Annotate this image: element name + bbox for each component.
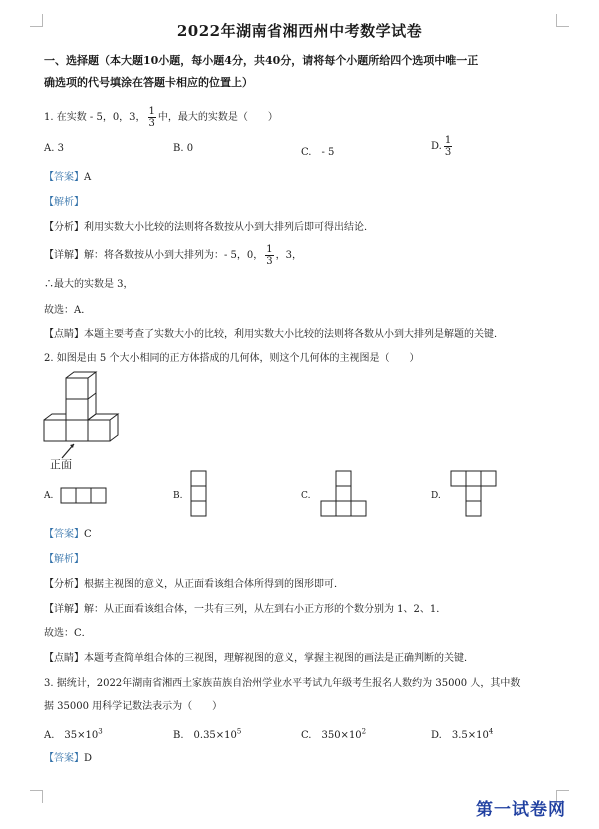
q2-fenxi [44, 578, 344, 592]
dianjing-tag: 【点睛】 [44, 653, 84, 664]
fenxi-tag: 【分析】 [44, 579, 84, 590]
q1-choose: 故选：A． [44, 305, 92, 316]
q3-answer [44, 752, 92, 766]
section-heading-line2: 确选项的代号填涂在答题卡相应的位置上） [44, 76, 253, 89]
answer-tag: 【答案】 [44, 529, 84, 540]
q1-option-d [431, 135, 454, 158]
xiangjie-tag: 【详解】 [44, 604, 84, 615]
q1-option-a: A. 3 [44, 143, 64, 154]
q1-option-d-label: D. [431, 141, 442, 152]
q3-stem-line2: 据 35000 用科学记数法表示为（ ） [44, 701, 223, 712]
q1-dianjing-text: 本题主要考查了实数大小的比较，利用实数大小比较的法则将各数从小到大排列是解题的关键． [84, 329, 504, 340]
q1-option-c: C. - 5 [301, 147, 335, 158]
q3-option-c [301, 726, 366, 741]
q1-answer [44, 171, 91, 185]
q1-stem-prefix: 1. 在实数 - 5，0，3， [44, 112, 146, 123]
q1-xiangjie-fraction [265, 244, 273, 267]
q1-xiangjie-suffix: ，3， [275, 250, 303, 261]
q2-xiangjie-text: 解：从正面看该组合体，一共有三列，从左到右小正方形的个数分别为 1、2、1． [84, 604, 447, 615]
site-watermark: 第一试卷网 [476, 800, 566, 820]
q3-option-d-exponent: 4 [488, 727, 494, 736]
q3-option-d [431, 726, 493, 741]
q1-dianjing [44, 328, 504, 342]
answer-tag: 【答案】 [44, 753, 84, 764]
q3-option-c-base: C. 350×10 [301, 730, 362, 741]
q1-xiangjie-prefix: 解：将各数按从小到大排列为：- 5，0， [84, 250, 264, 261]
q2-stem: 2. 如图是由 5 个大小相同的正方体搭成的几何体，则这个几何体的主视图是（ ） [44, 353, 420, 364]
q1-xiangjie-numerator: 1 [266, 244, 273, 255]
q3-option-d-base: D. 3.5×10 [431, 730, 489, 741]
page-title: 2022年湖南省湘西州中考数学试卷 [176, 22, 423, 40]
q2-front-label: 正面 [50, 458, 72, 471]
q2-choose: 故选：C． [44, 628, 92, 639]
section-heading-line1: 一、选择题（本大题10小题，每小题4分，共40分，请将每个小题所给四个选项中唯一正 [44, 54, 479, 67]
q2-dianjing-text: 本题考查简单组合体的三视图，理解视图的意义，掌握主视图的画法是正确判断的关键． [84, 653, 474, 664]
q1-jiexi-tag: 【解析】 [44, 197, 84, 208]
fenxi-tag: 【分析】 [44, 222, 84, 233]
crop-mark-bottom-left [30, 790, 43, 803]
q1-option-d-denominator: 3 [444, 147, 452, 158]
q1-fraction-numerator: 1 [148, 106, 155, 117]
q3-option-b-exponent: 5 [236, 727, 242, 736]
xiangjie-tag: 【详解】 [44, 250, 84, 261]
q2-jiexi-tag: 【解析】 [44, 554, 84, 565]
q3-option-a-base: A. 35×10 [44, 730, 99, 741]
q2-option-a-figure [60, 487, 110, 507]
q1-fraction-denominator: 3 [148, 118, 155, 129]
q3-option-b-base: B. 0.35×10 [173, 730, 237, 741]
q1-fenxi [44, 221, 374, 235]
q1-fraction [148, 106, 156, 129]
q1-option-d-fraction [444, 135, 452, 158]
q1-stem-suffix: 中，最大的实数是（ ） [157, 112, 278, 123]
q1-xiangjie-denominator: 3 [266, 256, 273, 267]
q3-option-c-exponent: 2 [361, 727, 367, 736]
q1-option-d-numerator: 1 [444, 135, 452, 146]
q2-dianjing [44, 652, 474, 666]
q1-conclusion: ∴最大的实数是 3， [44, 279, 134, 290]
q2-answer [44, 528, 92, 542]
q3-option-b [173, 726, 241, 741]
q2-option-c-label: C. [301, 491, 311, 501]
dianjing-tag: 【点睛】 [44, 329, 84, 340]
q2-option-d-figure [450, 470, 500, 522]
q3-option-a-exponent: 3 [98, 727, 103, 736]
q3-option-a [44, 726, 103, 741]
q3-answer-value: D [84, 753, 93, 764]
q2-option-a-label: A. [44, 491, 54, 501]
q1-answer-value: A [84, 172, 92, 183]
q1-stem [44, 106, 278, 129]
q3-stem-line1: 3. 据统计，2022年湖南省湘西土家族苗族自治州学业水平考试九年级考生报名人数约为 35000 人，其中数 [44, 678, 521, 689]
q2-option-d-label: D. [431, 491, 441, 501]
q2-fenxi-text: 根据主视图的意义，从正面看该组合体所得到的图形即可． [84, 579, 344, 590]
q2-option-c-figure [320, 470, 370, 522]
q2-option-b-figure [190, 470, 210, 522]
q2-option-b-label: B. [173, 491, 183, 501]
q1-fenxi-text: 利用实数大小比较的法则将各数按从小到大排列后即可得出结论． [84, 222, 374, 233]
answer-tag: 【答案】 [44, 172, 84, 183]
q1-xiangjie [44, 244, 302, 267]
q2-answer-value: C [84, 529, 92, 540]
q1-option-b: B. 0 [173, 143, 194, 154]
q2-xiangjie [44, 603, 446, 617]
